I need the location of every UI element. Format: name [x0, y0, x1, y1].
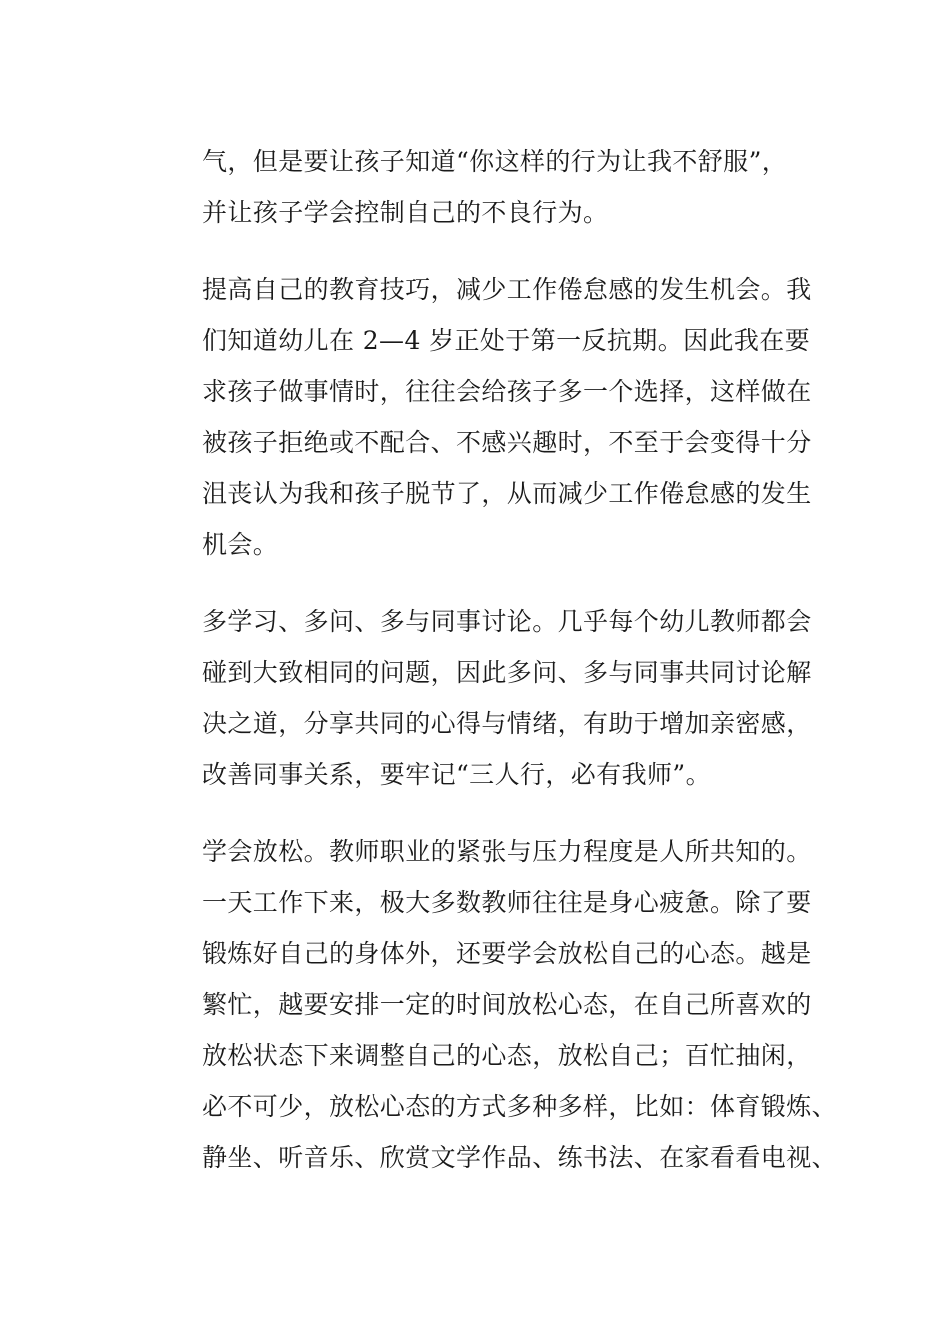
paragraph-line: 们知道幼儿在 2—4 岁正处于第一反抗期。因此我在要 [202, 326, 811, 355]
paragraph-line: 锻炼好自己的身体外，还要学会放松自己的心态。越是 [202, 939, 812, 968]
paragraph-line: 学会放松。教师职业的紧张与压力程度是人所共知的。 [202, 837, 812, 866]
paragraph-3 [202, 596, 812, 800]
paragraph-line: 放松状态下来调整自己的心态，放松自己；百忙抽闲， [202, 1041, 812, 1070]
paragraph-line: 机会。 [202, 530, 279, 559]
paragraph-1 [202, 136, 812, 238]
paragraph-2 [202, 264, 812, 570]
document-body [202, 136, 838, 1209]
paragraph-4 [202, 826, 838, 1183]
paragraph-line: 被孩子拒绝或不配合、不感兴趣时，不至于会变得十分 [202, 428, 812, 457]
paragraph-line: 碰到大致相同的问题，因此多问、多与同事共同讨论解 [202, 658, 812, 687]
paragraph-line: 决之道，分享共同的心得与情绪，有助于增加亲密感， [202, 709, 812, 738]
paragraph-line: 气，但是要让孩子知道“你这样的行为让我不舒服”， [202, 147, 788, 176]
paragraph-line: 求孩子做事情时，往往会给孩子多一个选择，这样做在 [202, 377, 812, 406]
paragraph-line: 沮丧认为我和孩子脱节了，从而减少工作倦怠感的发生 [202, 479, 812, 508]
paragraph-line: 多学习、多问、多与同事讨论。几乎每个幼儿教师都会 [202, 607, 812, 636]
paragraph-line: 并让孩子学会控制自己的不良行为。 [202, 198, 609, 227]
paragraph-line: 提高自己的教育技巧，减少工作倦怠感的发生机会。我 [202, 275, 812, 304]
paragraph-line: 静坐、听音乐、欣赏文学作品、练书法、在家看看电视、 [202, 1143, 838, 1172]
paragraph-line: 改善同事关系，要牢记“三人行，必有我师”。 [202, 760, 711, 789]
paragraph-line: 必不可少，放松心态的方式多种多样，比如：体育锻炼、 [202, 1092, 838, 1121]
paragraph-line: 繁忙，越要安排一定的时间放松心态，在自己所喜欢的 [202, 990, 812, 1019]
paragraph-line: 一天工作下来，极大多数教师往往是身心疲惫。除了要 [202, 888, 812, 917]
